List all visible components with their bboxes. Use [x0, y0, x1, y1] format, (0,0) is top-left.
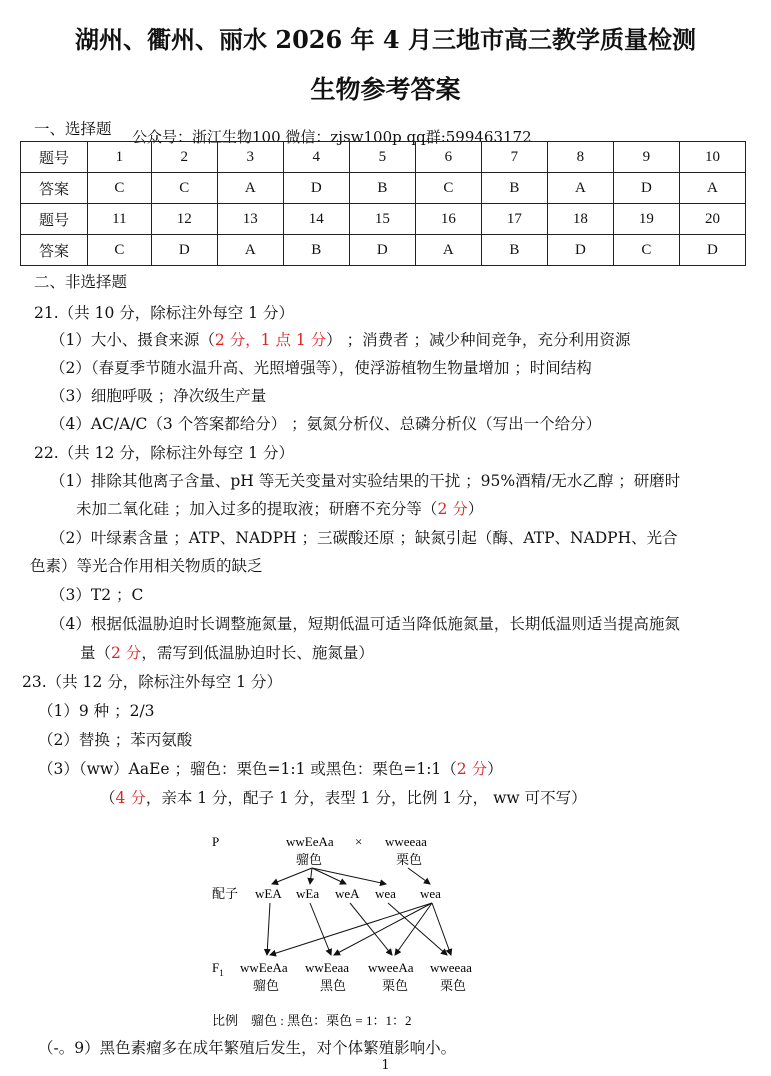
table-cell: C — [613, 235, 679, 266]
offspring-3: wweeAa — [368, 960, 414, 975]
table-cell: 18 — [547, 204, 613, 235]
table-cell: 10 — [679, 142, 745, 173]
q21-line4: （4）AC/A/C（3 个答案都给分） ；氨氮分析仪、总磷分析仪（写出一个给分） — [50, 415, 602, 433]
q21-header: 21.（共 10 分，除标注外每空 1 分） — [34, 304, 294, 322]
q22-line2-cont: 色素）等光合作用相关物质的缺乏 — [30, 557, 263, 575]
table-cell: D — [613, 173, 679, 204]
row-label: 题号 — [21, 204, 88, 235]
table-cell: 3 — [217, 142, 283, 173]
table-cell: 13 — [217, 204, 283, 235]
q22-header: 22.（共 12 分，除标注外每空 1 分） — [34, 444, 294, 462]
table-cell: D — [349, 235, 415, 266]
section2-label: 二、非选择题 — [34, 273, 128, 291]
text-span: ） — [487, 760, 503, 778]
parent1-phenotype: 骝色 — [296, 852, 323, 867]
f1-letter: F — [212, 960, 220, 975]
text-span: （1）大小、摄食来源（ — [50, 331, 215, 349]
document-title: 湖州、衢州、丽水 2026 年 4 月三地市高三教学质量检测 — [75, 25, 696, 54]
ratio-line: 比例 骝色 : 黑色：栗色 = 1：1：2 — [212, 1013, 412, 1028]
page-number: 1 — [381, 1058, 390, 1073]
text-span: ） — [467, 500, 484, 518]
table-cell: 15 — [349, 204, 415, 235]
text-span: ） ；消费者 ；减少种间竞争，充分利用资源 — [326, 331, 631, 349]
f1-label — [212, 960, 224, 978]
score-note: 2 分，1 点 1 分 — [214, 331, 327, 349]
gamete-parent2: wea — [420, 886, 441, 901]
gamete-label: 配子 — [212, 886, 239, 901]
table-cell: 19 — [613, 204, 679, 235]
table-cell: D — [679, 235, 745, 266]
q21-line2: （2）（春夏季节随水温升高、光照增强等），使浮游植物生物量增加 ；时间结构 — [50, 359, 592, 377]
gamete-1: wEA — [255, 886, 282, 901]
text-span: ，需写到低温胁迫时长、施氮量） — [141, 644, 374, 662]
section1-label: 一、选择题 — [34, 120, 112, 138]
q23-line5: （-。9）黑色素瘤多在成年繁殖后发生，对个体繁殖影响小。 — [38, 1039, 457, 1057]
table-cell: 8 — [547, 142, 613, 173]
fertilization-arrows — [267, 903, 451, 955]
table-cell: B — [481, 173, 547, 204]
q22-line1: （1）排除其他离子含量、pH 等无关变量对实验结果的干扰 ；95%酒精/无水乙醇 ；研磨时 — [50, 472, 681, 490]
table-cell: 9 — [613, 142, 679, 173]
offspring-phenotype-4: 栗色 — [440, 978, 467, 993]
table-cell: B — [481, 235, 547, 266]
table-cell: A — [217, 235, 283, 266]
q22-line4: （4）根据低温胁迫时长调整施氮量，短期低温可适当降低施氮量，长期低温则适当提高施氮 — [50, 615, 680, 633]
f1-subscript: 1 — [219, 968, 224, 978]
table-cell: A — [415, 235, 481, 266]
table-cell: C — [88, 235, 152, 266]
offspring-phenotype-1: 骝色 — [253, 978, 280, 993]
gamete-4: wea — [375, 886, 396, 901]
table-cell: 20 — [679, 204, 745, 235]
table-cell: 12 — [151, 204, 217, 235]
row-label: 题号 — [21, 142, 88, 173]
parent1-genotype: wwEeAa — [286, 834, 334, 849]
table-cell: B — [349, 173, 415, 204]
table-cell: 14 — [283, 204, 349, 235]
parent2-genotype: wweeaa — [385, 834, 427, 849]
table-cell: A — [547, 173, 613, 204]
cross-symbol: × — [355, 834, 363, 849]
q23-line1: （1）9 种 ；2/3 — [38, 702, 155, 720]
table-cell: A — [217, 173, 283, 204]
table-cell: 17 — [481, 204, 547, 235]
table-cell: 7 — [481, 142, 547, 173]
table-cell: D — [151, 235, 217, 266]
table-cell: 4 — [283, 142, 349, 173]
table-cell: D — [283, 173, 349, 204]
table-cell: C — [88, 173, 152, 204]
q23-line2: （2）替换 ；苯丙氨酸 — [38, 731, 193, 749]
text-span: （ — [100, 789, 116, 807]
table-cell: 2 — [151, 142, 217, 173]
offspring-1: wwEeAa — [240, 960, 288, 975]
q23-header: 23.（共 12 分，除标注外每空 1 分） — [22, 673, 282, 691]
p-label: P — [212, 834, 220, 849]
row-label: 答案 — [21, 235, 88, 266]
text-span: 未加二氧化硅 ；加入过多的提取液；研磨不充分等（ — [76, 500, 438, 518]
q22-line2: （2）叶绿素含量 ；ATP、NADPH ；三碳酸还原 ；缺氮引起（酶、ATP、NADPH、光合 — [50, 529, 678, 547]
text-span: ，亲本 1 分，配子 1 分，表型 1 分，比例 1 分， ww 可不写） — [145, 789, 587, 807]
q21-line3: （3）细胞呼吸 ；净次级生产量 — [50, 387, 267, 405]
offspring-phenotype-3: 栗色 — [382, 978, 409, 993]
table-cell: 11 — [88, 204, 152, 235]
row-label: 答案 — [21, 173, 88, 204]
gamete-3: weA — [335, 886, 360, 901]
offspring-phenotype-2: 黑色 — [320, 978, 347, 993]
table-cell: B — [283, 235, 349, 266]
table-cell: 6 — [415, 142, 481, 173]
parent2-phenotype: 栗色 — [396, 852, 423, 867]
offspring-4: wweeaa — [430, 960, 472, 975]
score-note: 2 分 — [456, 760, 488, 778]
gamete-arrows — [272, 868, 430, 884]
document-subtitle: 生物参考答案 — [310, 75, 461, 104]
text-span: 量（ — [80, 644, 112, 662]
score-note: 4 分 — [115, 789, 146, 807]
table-cell: D — [547, 235, 613, 266]
score-note: 2 分 — [437, 500, 468, 518]
table-cell: A — [679, 173, 745, 204]
table-cell: 16 — [415, 204, 481, 235]
table-cell: C — [415, 173, 481, 204]
gamete-2: wEa — [296, 886, 320, 901]
table-cell: 1 — [88, 142, 152, 173]
score-note: 2 分 — [111, 644, 142, 662]
table-cell: C — [151, 173, 217, 204]
text-span: （3）（ww）AaEe ；骝色：栗色=1:1 或黑色：栗色=1:1（ — [38, 760, 457, 778]
q22-line3: （3）T2 ；C — [50, 586, 144, 604]
table-cell: 5 — [349, 142, 415, 173]
offspring-2: wwEeaa — [305, 960, 350, 975]
watermark-text: 公众号：浙江生物100 微信：zjsw100p qq群:599463172 — [132, 128, 532, 146]
